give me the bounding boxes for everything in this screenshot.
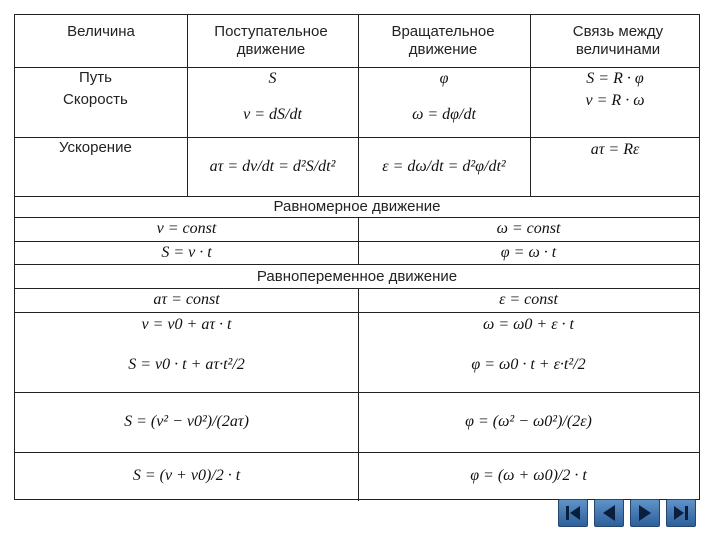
label-path: Путь	[79, 69, 112, 86]
previous-slide-button[interactable]	[594, 499, 624, 527]
formula-relation-acceleration: aτ = Rε	[590, 141, 640, 158]
formula-uniform-path: S = v · t	[161, 243, 212, 261]
label-acceleration: Ускорение	[59, 139, 132, 156]
formula-relation-path: S = R · φ	[586, 70, 644, 87]
header-translational: Поступательное движение	[214, 23, 328, 58]
kinematics-table	[14, 14, 700, 500]
formula-translational-acceleration: aτ = dv/dt = d²S/dt²	[209, 158, 336, 175]
formula-path-time: S = v0 · t + aτ·t²/2	[128, 356, 245, 373]
last-slide-icon	[667, 500, 695, 526]
formula-translational-path: S	[268, 70, 277, 87]
formula-uniform-angular-velocity: ω = const	[496, 220, 561, 237]
label-speed: Скорость	[63, 91, 128, 108]
first-slide-button[interactable]	[558, 499, 588, 527]
header-quantity: Величина	[67, 23, 135, 40]
first-slide-icon	[559, 500, 587, 526]
header-relation: Связь между величинами	[572, 23, 664, 58]
next-slide-button[interactable]	[630, 499, 660, 527]
formula-uniform-velocity: v = const	[156, 220, 217, 237]
divider	[15, 312, 699, 313]
divider	[15, 137, 699, 138]
formula-angle-velocities: φ = (ω² − ω0²)/(2ε)	[465, 413, 592, 430]
formula-rotational-path: φ	[439, 70, 449, 87]
formula-uniform-angle: φ = ω · t	[500, 243, 557, 261]
formula-velocity-time: v = v0 + aτ · t	[141, 316, 232, 333]
formula-relation-speed: v = R · ω	[585, 92, 645, 109]
formula-rotational-acceleration: ε = dω/dt = d²φ/dt²	[382, 158, 506, 175]
section-uniform-motion: Равномерное движение	[273, 198, 441, 215]
divider	[15, 67, 699, 68]
formula-translational-speed: v = dS/dt	[243, 106, 302, 123]
previous-slide-icon	[595, 500, 623, 526]
formula-angle-average: φ = (ω + ω0)/2 · t	[470, 467, 587, 484]
formula-rotational-speed: ω = dφ/dt	[412, 106, 476, 123]
next-slide-icon	[631, 500, 659, 526]
formula-angle-time: φ = ω0 · t + ε·t²/2	[471, 356, 586, 373]
formula-angular-velocity-time: ω = ω0 + ε · t	[483, 316, 574, 333]
formula-angular-acceleration: ε = const	[499, 291, 558, 308]
section-variable-motion: Равнопеременное движение	[256, 267, 458, 285]
header-rotational: Вращательное движение	[391, 23, 495, 58]
last-slide-button[interactable]	[666, 499, 696, 527]
formula-path-velocities: S = (v² − v0²)/(2aτ)	[124, 413, 249, 430]
formula-tangential-acceleration: aτ = const	[153, 291, 220, 308]
formula-path-average: S = (v + v0)/2 · t	[132, 467, 241, 484]
